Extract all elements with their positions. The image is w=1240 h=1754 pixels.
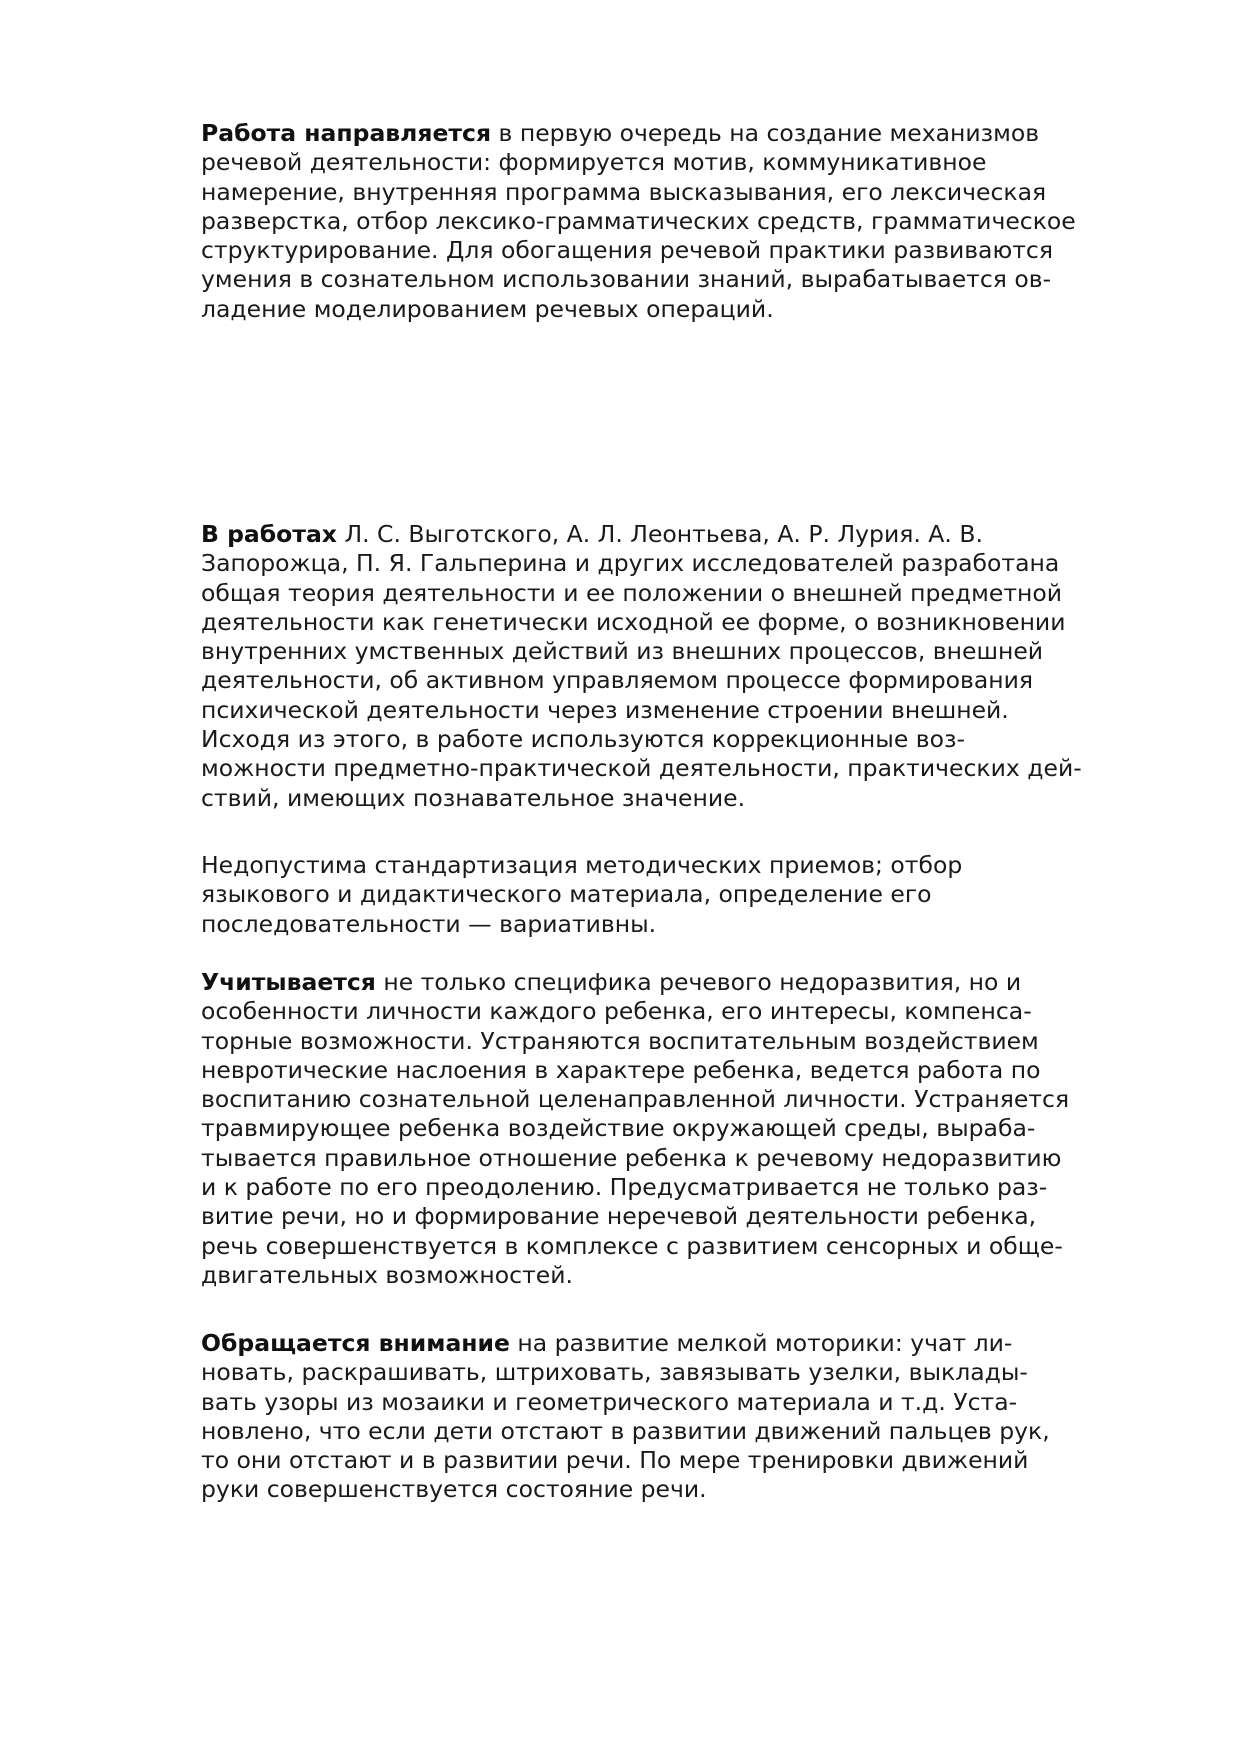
paragraph-speech-mechanisms: Работа направляется в первую очередь на создание механизмов речевой деятельности: формируется мотив, коммуникативное намерение, внутренняя программа высказывания, его лексическая разверстка, отбор лексико-грамматических средств, грамматическое структурирование. Для обогащения речевой практики развиваются умения в сознательном использовании знаний, вырабатывается ов- ладение моделированием речевых операций. (201, 119, 1076, 323)
paragraph-lead: Учитывается (201, 968, 376, 996)
paragraph-fine-motor: Обращается внимание на развитие мелкой моторики: учат ли- новать, раскрашивать, штриховать, завязывать узелки, выклады- вать узоры из мозаики и геометрического материала и т.д. Уста- новлено, что если дети отстают в развитии движений пальцев рук, то они отстают и в развитии речи. По мере тренировки движений руки совершенствуется состояние речи. (201, 1329, 1050, 1504)
paragraph-activity-theory: В работах Л. С. Выготского, А. Л. Леонтьева, А. Р. Лурия. А. В. Запорожца, П. Я. Гальперина и других исследователей разработана общая теория деятельности и ее положении о внешней предметной деятельности как генетически исходной ее форме, о возникновении внутренних умственных действий из внешних процессов, внешней деятельности, об активном управляемом процессе формирования психической деятельности через изменение строении внешней. Исходя из этого, в работе используются коррекционные воз- можности предметно-практической деятельности, практических дей- ствий, имеющих познавательное значение. (201, 520, 1082, 812)
paragraph-lead: Обращается внимание (201, 1329, 510, 1357)
paragraph-lead: В работах (201, 520, 337, 548)
paragraph-personality: Учитывается не только специфика речевого недоразвития, но и особенности личности каждого ребенка, его интересы, компенса- торные возможности. Устраняются воспитательным воздействием невротические наслоения в характере ребенка, ведется работа по воспитанию сознательной целенаправленной личности. Устраняется травмирующее ребенка воздействие окружающей среды, выраба- тывается правильное отношение ребенка к речевому недоразвитию и к работе по его преодолению. Предусматривается не только раз- витие речи, но и формирование неречевой деятельности ребенка, речь совершенствуется в комплексе с развитием сенсорных и обще- двигательных возможностей. (201, 968, 1070, 1289)
paragraph-standardization: Недопустима стандартизация методических приемов; отбор языкового и дидактического материала, определение его последовательности — вариативны. (201, 851, 963, 938)
paragraph-lead: Работа направляется (201, 119, 492, 147)
